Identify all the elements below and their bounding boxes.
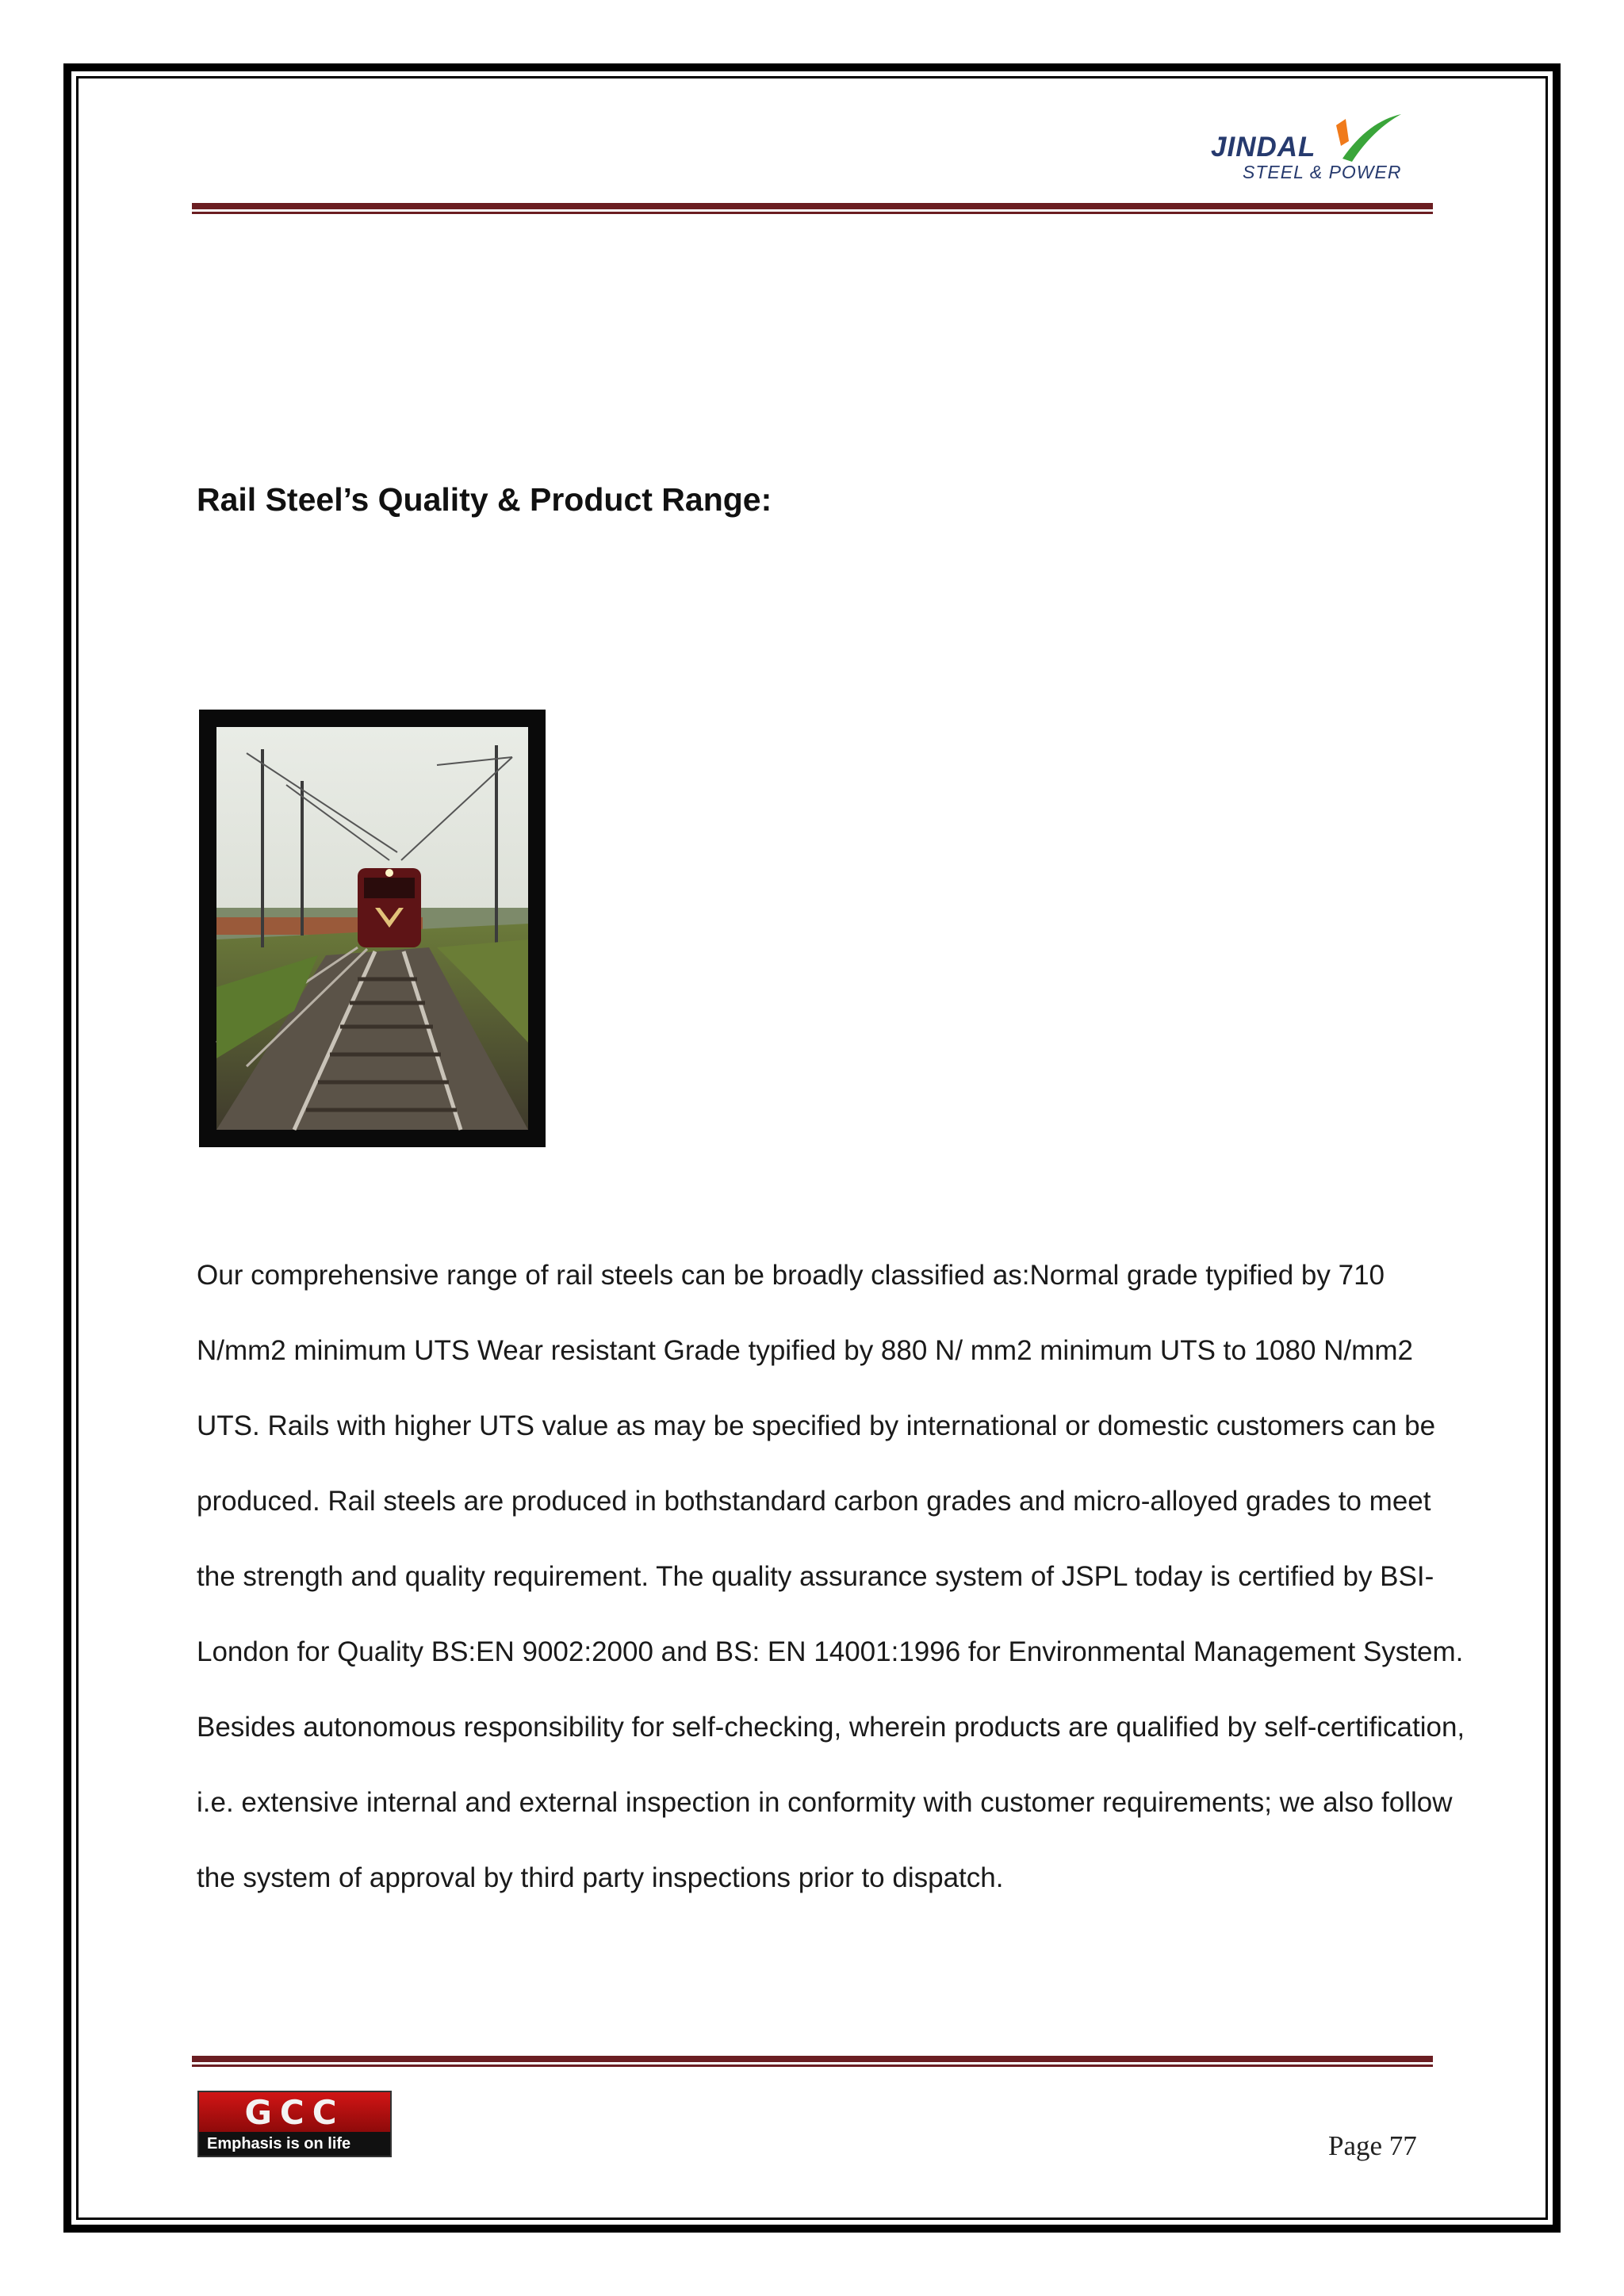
- body-line: UTS. Rails with higher UTS value as may be specified by international or domestic customers can be: [197, 1410, 1436, 1441]
- body-line: i.e. extensive internal and external inspection in conformity with customer requirements; we also follow: [197, 1787, 1453, 1818]
- body-line: Our comprehensive range of rail steels can be broadly classified as:Normal grade typified by 710: [197, 1260, 1385, 1291]
- header-rule: [192, 203, 1433, 214]
- jindal-swoosh-icon: [1304, 109, 1404, 165]
- jindal-logo-subtitle: STEEL & POWER: [1243, 162, 1402, 182]
- page-number: Page 77: [1328, 2130, 1417, 2161]
- page-heading: Rail Steel’s Quality & Product Range:: [197, 481, 772, 518]
- gcc-logo: [197, 2091, 392, 2157]
- footer-rule: [192, 2056, 1433, 2067]
- body-line: produced. Rail steels are produced in bothstandard carbon grades and micro-alloyed grades to meet: [197, 1486, 1431, 1517]
- body-line: the strength and quality requirement. The quality assurance system of JSPL today is certified by BSI-: [197, 1561, 1434, 1592]
- jindal-logo: [1209, 109, 1404, 189]
- body-line: London for Quality BS:EN 9002:2000 and BS: EN 14001:1996 for Environmental Management System.: [197, 1636, 1464, 1667]
- gcc-logo-tagline: Emphasis is on life: [207, 2134, 351, 2152]
- body-line: N/mm2 minimum UTS Wear resistant Grade typified by 880 N/ mm2 minimum UTS to 1080 N/mm2: [197, 1335, 1413, 1366]
- body-line: the system of approval by third party inspections prior to dispatch.: [197, 1862, 1004, 1893]
- body-line: Besides autonomous responsibility for self-checking, wherein products are qualified by self-certification,: [197, 1712, 1465, 1743]
- gcc-logo-letters: GCC: [244, 2092, 345, 2132]
- body-paragraph: [197, 1238, 1465, 1915]
- jindal-logo-name: JINDAL: [1211, 132, 1316, 163]
- locomotive-photo: [199, 710, 546, 1147]
